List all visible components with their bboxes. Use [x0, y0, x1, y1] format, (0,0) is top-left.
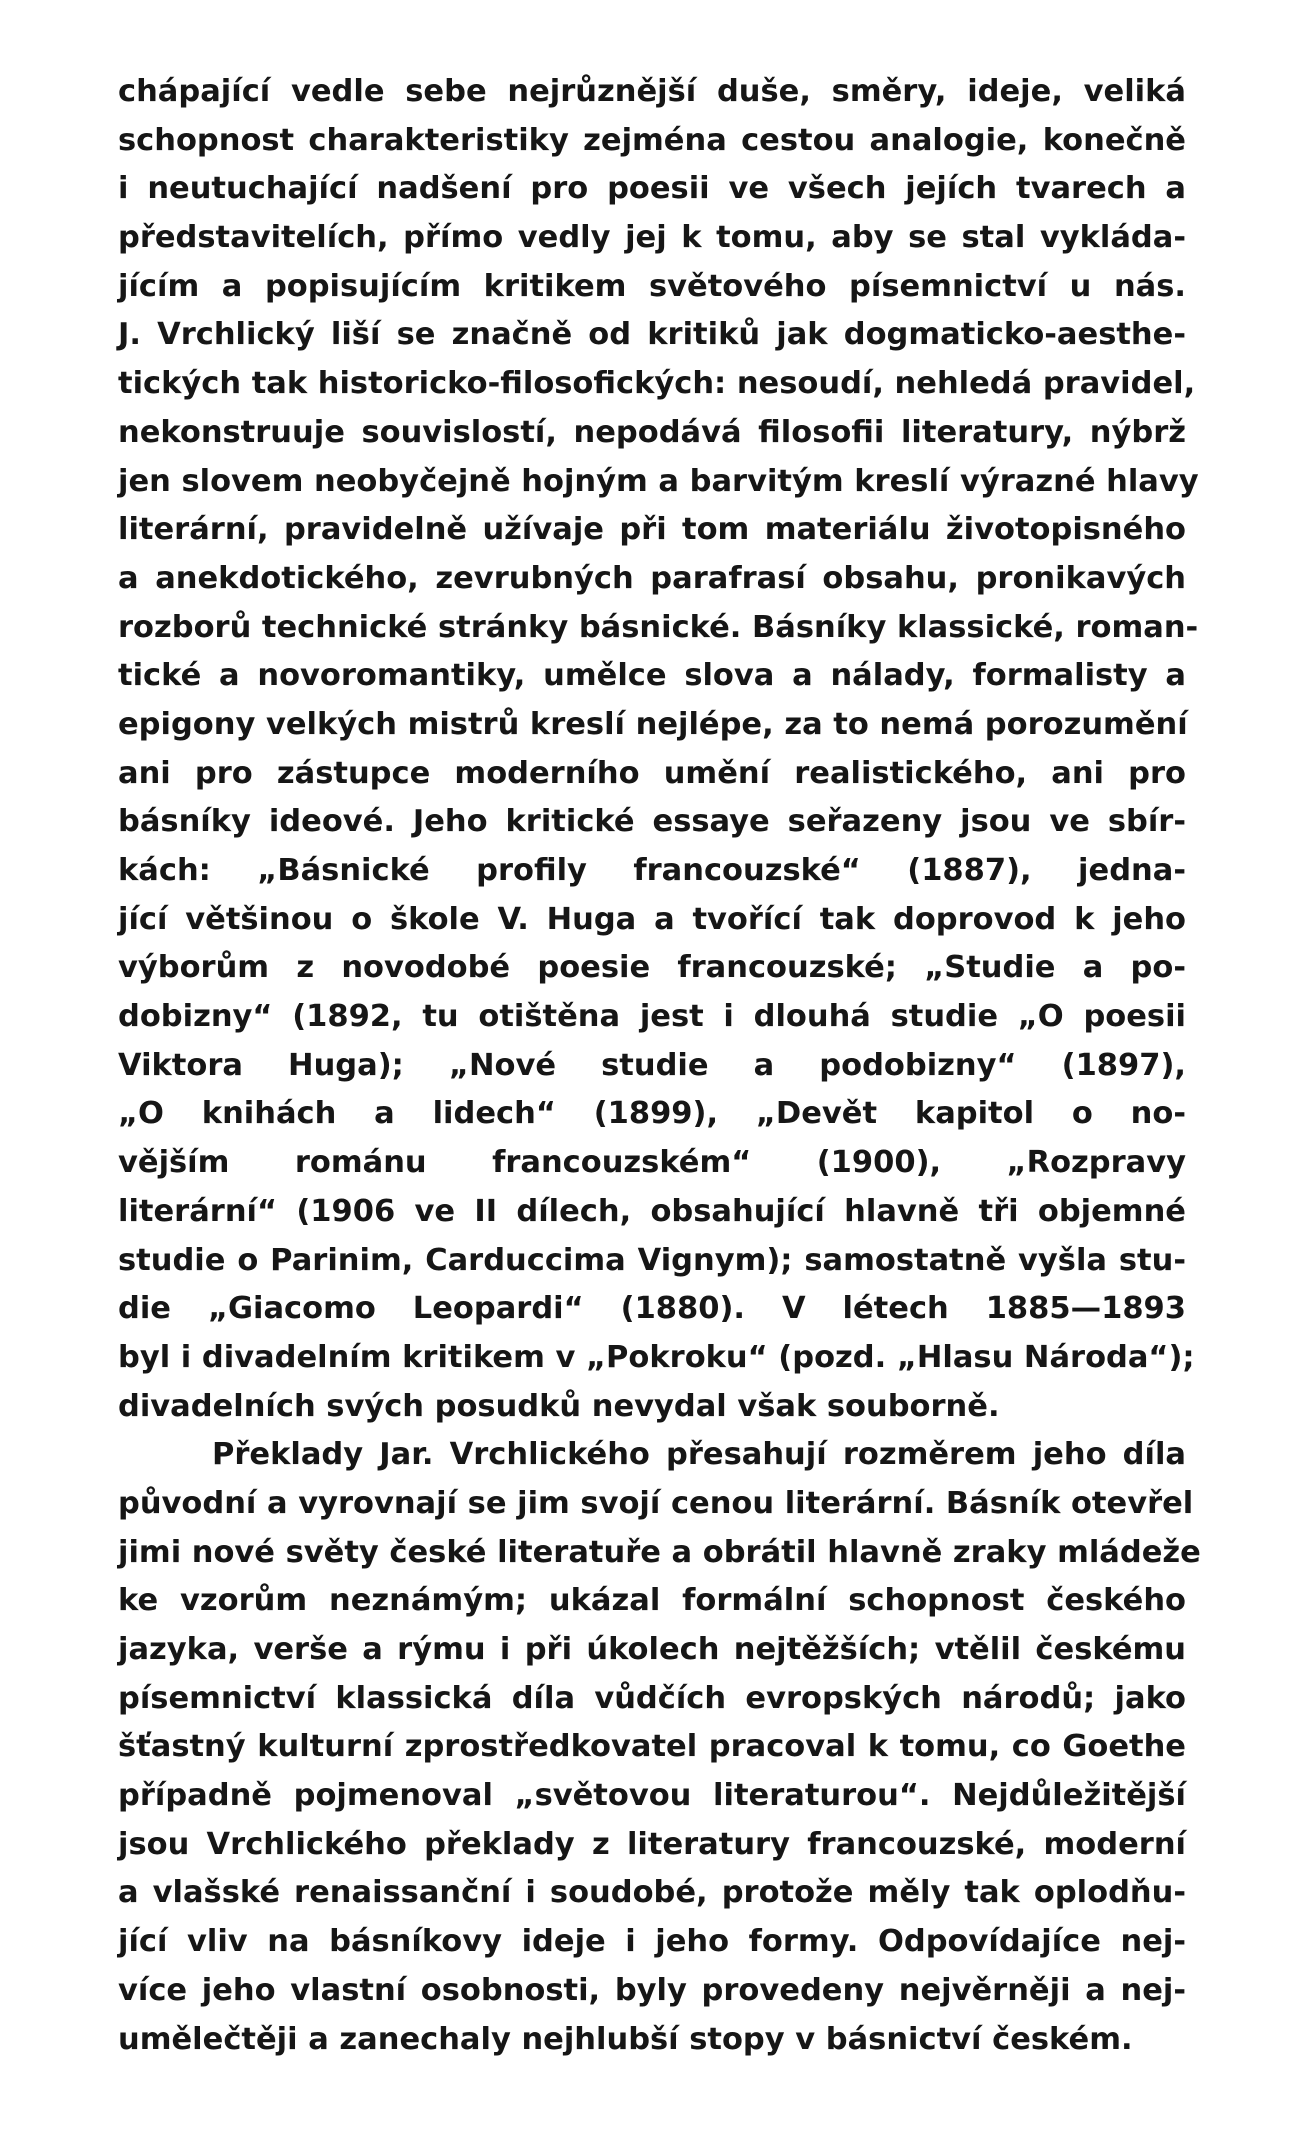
text-line: jící většinou o škole V. Huga a tvořící tak doprovod k jeho	[118, 901, 1186, 937]
text-line: ani pro zástupce moderního umění realistického, ani pro	[118, 755, 1186, 791]
text-line: schopnost charakteristiky zejména cestou analogie, konečně	[118, 122, 1186, 158]
text-line: Překlady Jar. Vrchlického přesahují rozměrem jeho díla	[212, 1437, 1186, 1473]
text-line: dobizny“ (1892, tu otištěna jest i dlouhá studie „O poesii	[118, 999, 1186, 1035]
text-line: studie o Parinim, Carduccima Vignym); samostatně vyšla stu-	[118, 1242, 1186, 1278]
text-line: jsou Vrchlického překlady z literatury francouzské, moderní	[118, 1826, 1186, 1862]
text-line: případně pojmenoval „světovou literaturou“. Nejdůležitější	[118, 1778, 1186, 1814]
text-line: kách: „Básnické profily francouzské“ (1887), jedna-	[118, 853, 1186, 888]
text-line: jimi nové světy české literatuře a obrátil hlavně zraky mládeže	[118, 1534, 1201, 1570]
text-line: i neutuchající nadšení pro poesii ve všech jejích tvarech a	[118, 171, 1186, 207]
text-line: divadelních svých posudků nevydal však souborně.	[118, 1388, 1000, 1424]
text-line: výborům z novodobé poesie francouzské; „Studie a po-	[118, 950, 1186, 986]
text-line: ke vzorům neznámým; ukázal formální schopnost českého	[118, 1583, 1186, 1619]
text-line: a anekdotického, zevrubných parafrasí obsahu, pronikavých	[118, 560, 1186, 596]
text-line: byl i divadelním kritikem v „Pokroku“ (pozd. „Hlasu Národa“);	[118, 1339, 1195, 1375]
text-line: tické a novoromantiky, umělce slova a nálady, formalisty a	[118, 658, 1186, 694]
text-line: epigony velkých mistrů kreslí nejlépe, za to nemá porozumění	[118, 706, 1188, 742]
text-line: jícím a popisujícím kritikem světového písemnictví u nás.	[118, 268, 1186, 304]
text-line: umělečtěji a zanechaly nejhlubší stopy v básnictví českém.	[118, 2021, 1133, 2057]
text-line: Viktora Huga); „Nové studie a podobizny“ (1897),	[118, 1047, 1186, 1083]
text-line: původní a vyrovnají se jim svojí cenou literární. Básník otevřel	[118, 1485, 1194, 1521]
text-line: šťastný kulturní zprostředkovatel pracoval k tomu, co Goethe	[118, 1729, 1186, 1765]
text-line: rozborů technické stránky básnické. Básníky klassické, roman-	[118, 609, 1199, 645]
text-line: vějším románu francouzském“ (1900), „Rozpravy	[118, 1145, 1186, 1181]
text-line: literární, pravidelně užívaje při tom materiálu životopisného	[118, 512, 1186, 548]
text-line: jící vliv na básníkovy ideje i jeho formy. Odpovídajíce nej-	[118, 1924, 1186, 1960]
text-line: písemnictví klassická díla vůdčích evropských národů; jako	[118, 1680, 1186, 1716]
text-line: „O knihách a lidech“ (1899), „Devět kapitol o no-	[118, 1096, 1186, 1132]
text-line: básníky ideové. Jeho kritické essaye seřazeny jsou ve sbír-	[118, 804, 1186, 840]
paragraph	[118, 68, 1199, 1431]
text-line: die „Giacomo Leopardi“ (1880). V létech 1885—1893	[118, 1291, 1186, 1327]
text-line: jen slovem neobyčejně hojným a barvitým kreslí výrazné hlavy	[118, 463, 1199, 499]
paragraph	[118, 1431, 1201, 2064]
text-line: literární“ (1906 ve II dílech, obsahující hlavně tři objemné	[118, 1193, 1186, 1229]
text-line: tických tak historicko-filosofických: nesoudí, nehledá pravidel,	[118, 366, 1196, 402]
text-line: chápající vedle sebe nejrůznější duše, směry, ideje, veliká	[118, 74, 1186, 109]
text-line: jazyka, verše a rýmu i při úkolech nejtěžších; vtělil českému	[118, 1632, 1186, 1667]
text-line: J. Vrchlický liší se značně od kritiků jak dogmaticko-aesthe-	[118, 317, 1186, 353]
text-line: a vlašské renaissanční i soudobé, protože měly tak oplodňu-	[118, 1875, 1186, 1911]
text-line: více jeho vlastní osobnosti, byly provedeny nejvěrněji a nej-	[118, 1972, 1186, 2008]
body-text	[118, 68, 1201, 2064]
text-line: nekonstruuje souvislostí, nepodává filosofii literatury, nýbrž	[118, 414, 1186, 450]
text-line: představitelích, přímo vedly jej k tomu, aby se stal vykláda-	[118, 220, 1186, 256]
